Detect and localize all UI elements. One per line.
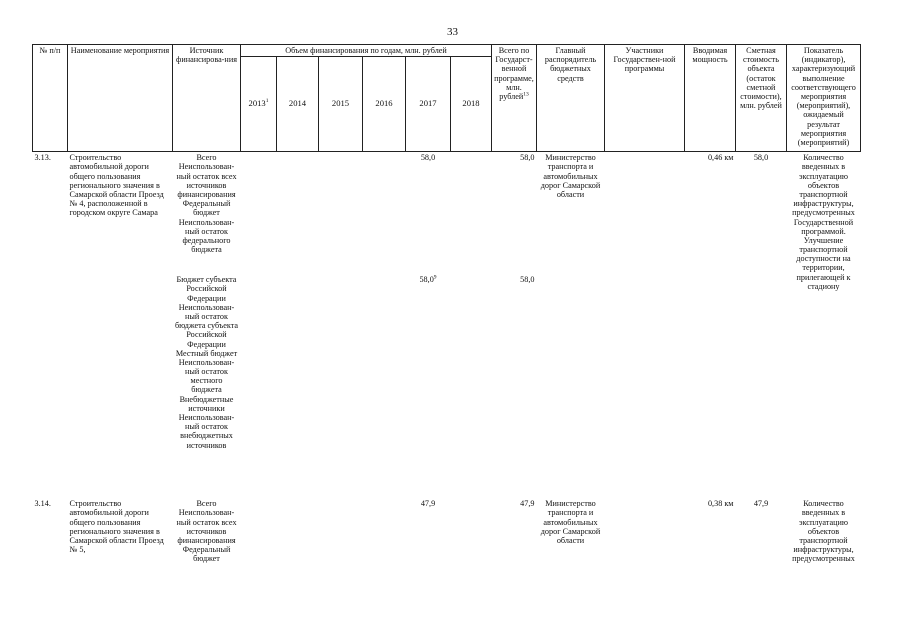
row-administrator: Министерство транспорта и автомобильных дорог Самарской области xyxy=(540,499,601,545)
header-total: Всего по Государст-венной программе, млн. рублей$^{13}$ xyxy=(492,45,537,152)
value-total: 58,0 xyxy=(520,275,535,285)
header-year-2018: 2018 xyxy=(451,57,492,152)
header-year-2015: 2015 xyxy=(319,57,363,152)
source-item: Неиспользован-ный остаток местного бюджета xyxy=(178,357,235,395)
row-administrator: Министерство транспорта и автомобильных дорог Самарской области xyxy=(540,153,601,199)
source-item: Неиспользован-ный остаток всех источников финансирования xyxy=(176,508,237,545)
row-capacity: 0,46 км xyxy=(707,153,734,163)
row-name: Строительство автомобильной дороги общего пользования регионального значения в Самарской области Проезд № 5, xyxy=(69,499,164,555)
row-num: 3.13. xyxy=(34,153,51,163)
source-item: Неиспользован-ный остаток бюджета субъекта Российской Федерации xyxy=(174,302,239,349)
row-estimate: 47,9 xyxy=(753,499,769,509)
row-capacity: 0,38 км xyxy=(707,499,734,509)
value-2017: 47,9 xyxy=(420,499,436,509)
source-item: Всего xyxy=(196,499,217,509)
value-total: 47,9 xyxy=(520,499,535,509)
source-item: Неиспользован-ный остаток всех источников финансирования xyxy=(176,162,237,199)
header-estimate: Сметная стоимость объекта (остаток сметной стоимости), млн. рублей xyxy=(736,45,787,152)
value-2017: 58,0 xyxy=(420,153,436,163)
source-item: Местный бюджет xyxy=(175,348,238,358)
value-2017: 58,0$^9$ xyxy=(419,274,437,285)
row-num: 3.14. xyxy=(34,499,51,509)
row-indicator: Количество введенных в эксплуатацию объектов транспортной инфраструктуры, предусмотренных Государственной программой. Улучшение транспортной доступности на территории, прилегающей к стадиону xyxy=(792,153,855,291)
source-item: Федеральный бюджет xyxy=(182,199,231,218)
header-indicator: Показатель (индикатор), характеризующий выполнение соответствующего мероприятия (мероприятий), ожидаемый результат мероприятия (мероприятий) xyxy=(787,45,861,152)
header-year-2017: 2017 xyxy=(406,57,451,152)
source-item: Всего xyxy=(196,153,217,163)
header-year-2013: 2013$^1$ xyxy=(241,57,277,152)
source-item: Бюджет субъекта Российской Федерации xyxy=(176,275,237,303)
source-item: Неиспользован-ный остаток внебюджетных источников xyxy=(178,413,235,450)
source-item: Федеральный бюджет xyxy=(182,545,231,564)
source-item: Внебюджетные источники xyxy=(179,394,234,413)
row-indicator: Количество введенных в эксплуатацию объектов транспортной инфраструктуры, предусмотренных xyxy=(792,499,855,564)
header-source: Источник финансирова-ния xyxy=(173,45,241,152)
table-row xyxy=(33,498,861,564)
header-participants: Участники Государствен-ной программы xyxy=(605,45,685,152)
header-year-2014: 2014 xyxy=(277,57,319,152)
table-row xyxy=(33,152,861,275)
row-name: Строительство автомобильной дороги общего пользования регионального значения в Самарской области Проезд № 4, расположенной в городском округе Самара xyxy=(69,153,164,218)
value-total: 58,0 xyxy=(520,153,535,163)
row-sources xyxy=(173,152,241,275)
page-number: 33 xyxy=(447,26,458,38)
header-year-2016: 2016 xyxy=(363,57,406,152)
header-administrator: Главный распорядитель бюджетных средств xyxy=(537,45,605,152)
row-sources xyxy=(173,498,241,564)
funding-table xyxy=(32,44,861,565)
row-sources xyxy=(173,274,241,498)
header-funding-group: Объем финансирования по годам, млн. рублей xyxy=(241,45,492,57)
header-num: № п/п xyxy=(33,45,68,152)
header-name: Наименование мероприятия xyxy=(68,45,173,152)
row-estimate: 58,0 xyxy=(753,153,769,163)
source-item: Неиспользован-ный остаток федерального бюджета xyxy=(178,217,235,255)
header-capacity: Вводимая мощность xyxy=(685,45,736,152)
